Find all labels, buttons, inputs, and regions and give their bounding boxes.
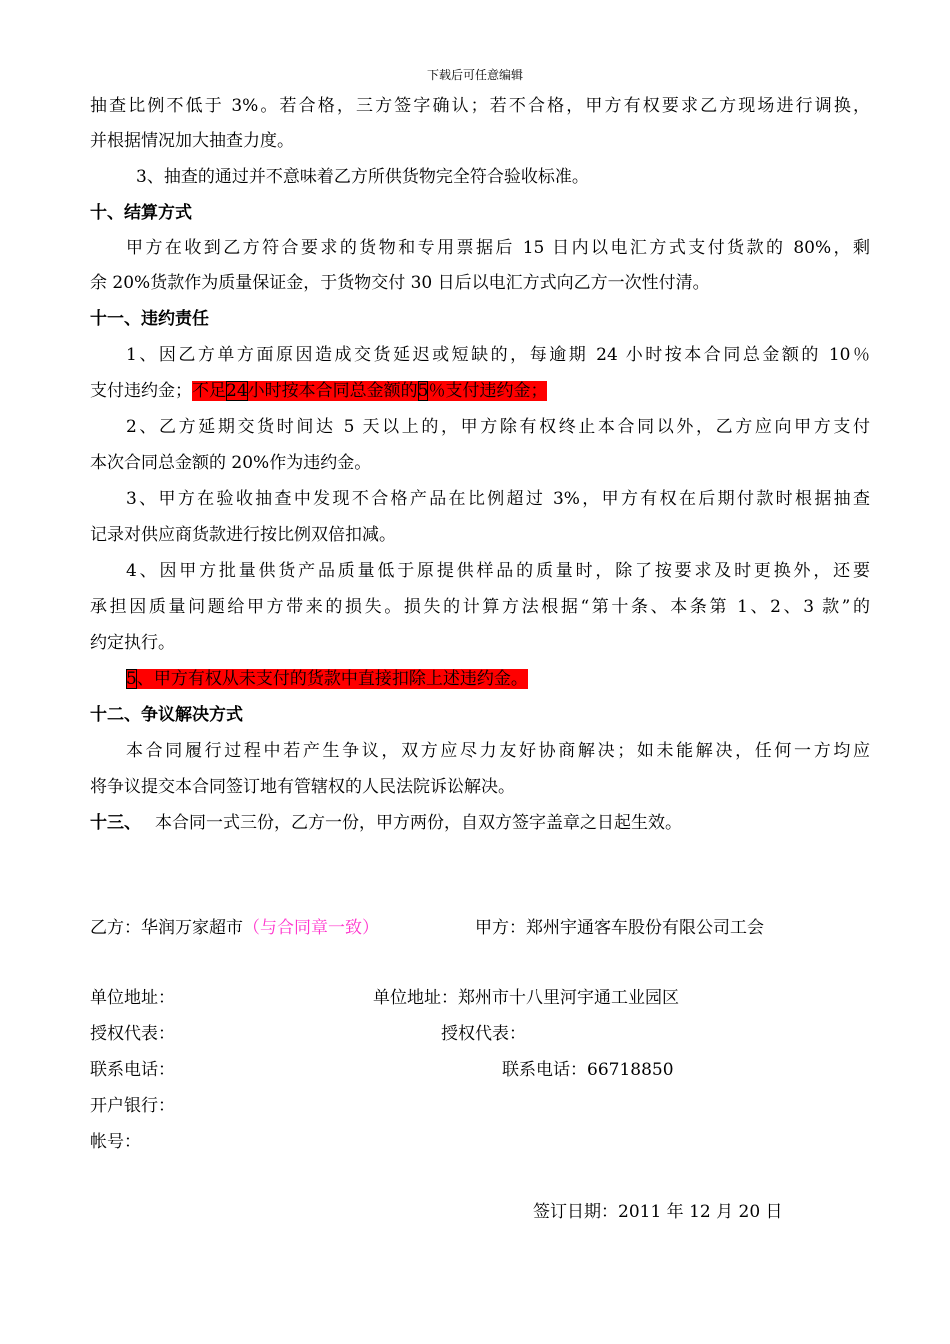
party-b-address: 单位地址： (90, 988, 175, 1008)
section-13-heading: 十三、 (90, 813, 141, 833)
liability-item-2-line-1: 2、乙方延期交货时间达 5 天以上的，甲方除有权终止本合同以外，乙方应向甲方支付 (126, 417, 870, 437)
highlight-part-b: 24 (226, 381, 248, 401)
section-13 (90, 813, 870, 833)
liability-item-1-line-2 (90, 381, 870, 401)
highlight-deduction-text (126, 669, 528, 689)
signing-date: 签订日期：2011 年 12 月 20 日 (533, 1202, 783, 1222)
clause-9-item-3: 3、抽查的通过并不意味着乙方所供货物完全符合验收标准。 (136, 167, 589, 187)
dispute-line-1: 本合同履行过程中若产生争议，双方应尽力友好协商解决；如未能解决，任何一方均应 (126, 741, 870, 761)
party-a-name: 甲方：郑州宇通客车股份有限公司工会 (475, 918, 764, 938)
liability-item-4-line-2: 承担因质量问题给甲方带来的损失。损失的计算方法根据“第十条、本条第 1、2、3 款”的 (90, 597, 870, 617)
liability-item-1-line-1: 1、因乙方单方面原因造成交货延迟或短缺的，每逾期 24 小时按本合同总金额的 10％ (126, 345, 870, 365)
clause-9-line-2: 并根据情况加大抽查力度。 (90, 131, 294, 151)
highlight-part-d: 5 (417, 381, 429, 401)
section-12-heading: 十二、争议解决方式 (90, 705, 243, 725)
party-a-address: 单位地址：郑州市十八里河宇通工业园区 (373, 988, 679, 1008)
liability-item-1-plain: 支付违约金； (90, 381, 192, 401)
party-b-phone: 联系电话： (90, 1060, 175, 1080)
party-b-bank: 开户银行： (90, 1096, 175, 1116)
liability-item-4-line-3: 约定执行。 (90, 633, 175, 653)
highlight-penalty-text (192, 381, 547, 401)
party-a-phone: 联系电话：66718850 (502, 1060, 674, 1080)
page-header: 下载后可任意编辑 (426, 68, 523, 82)
settlement-line-1: 甲方在收到乙方符合要求的货物和专用票据后 15 日内以电汇方式支付货款的 80%，剩 (126, 238, 870, 258)
highlight-deduction-body: 、甲方有权从未支付的货款中直接扣除上述违约金。 (136, 669, 528, 689)
clause-9-line-1: 抽查比例不低于 3%。若合格，三方签字确认；若不合格，甲方有权要求乙方现场进行调换， (90, 96, 870, 116)
highlight-part-e: ％支付违约金； (428, 381, 548, 401)
liability-item-3-line-2: 记录对供应商货款进行按比例双倍扣减。 (90, 525, 396, 545)
liability-item-3-line-1: 3、甲方在验收抽查中发现不合格产品在比例超过 3%，甲方有权在后期付款时根据抽查 (126, 489, 870, 509)
highlight-part-a: 不足 (192, 381, 226, 401)
party-b-name (90, 918, 379, 938)
dispute-line-2: 将争议提交本合同签订地有管辖权的人民法院诉讼解决。 (90, 777, 515, 797)
liability-item-2-line-2: 本次合同总金额的 20%作为违约金。 (90, 453, 372, 473)
highlight-part-c: 小时按本合同总金额的 (247, 381, 418, 401)
party-a-representative: 授权代表： (441, 1024, 526, 1044)
party-b-representative: 授权代表： (90, 1024, 175, 1044)
section-10-heading: 十、结算方式 (90, 203, 192, 223)
section-13-body: 本合同一式三份，乙方一份，甲方两份，自双方签字盖章之日起生效。 (155, 813, 682, 833)
liability-item-4-line-1: 4、因甲方批量供货产品质量低于原提供样品的质量时，除了按要求及时更换外，还要 (126, 561, 870, 581)
section-11-heading: 十一、违约责任 (90, 309, 209, 329)
party-b-account: 帐号： (90, 1132, 141, 1152)
highlight-item-number: 5 (126, 669, 137, 689)
settlement-line-2: 余 20%货款作为质量保证金，于货物交付 30 日后以电汇方式向乙方一次性付清。 (90, 273, 710, 293)
liability-item-5 (126, 669, 906, 689)
party-b-note: （与合同章一致） (243, 918, 379, 938)
party-b-label: 乙方：华润万家超市 (90, 918, 243, 938)
